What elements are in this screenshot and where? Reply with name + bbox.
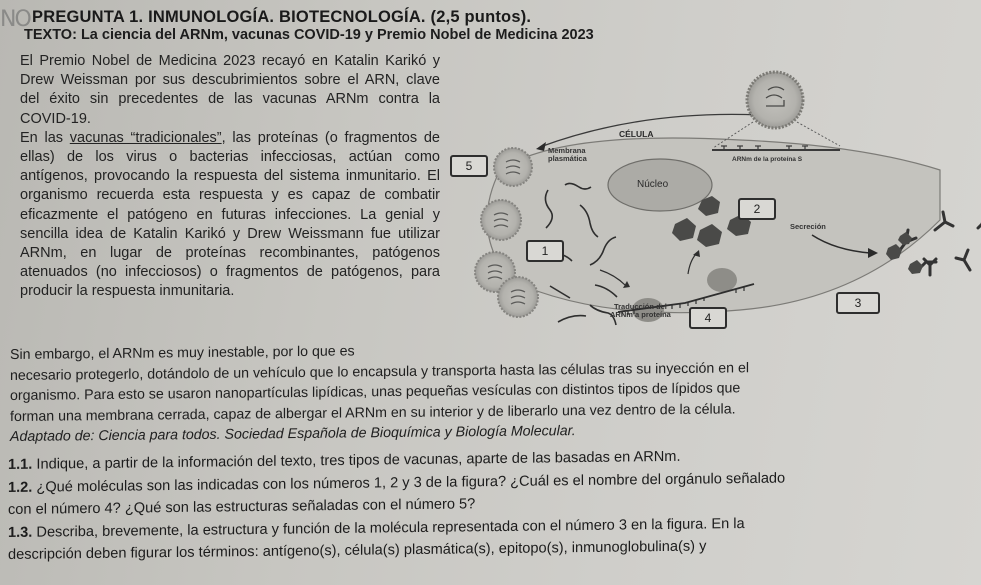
translation-label-line-1: Traducción del (613, 302, 667, 311)
membrane-label (548, 147, 587, 163)
figure-number-5: 5 (450, 155, 488, 177)
membrane-label-line-1: Membrana (548, 146, 586, 155)
passage-paragraph-2 (20, 129, 440, 302)
text-title-label: TEXTO: (24, 27, 77, 43)
subquestions (8, 442, 978, 566)
translation-label-line-2: ARNm a proteína (610, 310, 671, 319)
handwritten-margin-mark: NO (0, 7, 30, 32)
figure-drawing (440, 60, 981, 340)
underlined-traditional-vaccines: vacunas “tradicionales” (69, 129, 222, 146)
passage-line: organismo. Para esto se usaron nanopartículas lipídicas, unas pequeñas vesículas con distintos tipos de lípidos que (10, 380, 741, 404)
question-title: PREGUNTA 1. INMUNOLOGÍA. BIOTECNOLOGÍA. (2,5 puntos). (32, 8, 532, 26)
passage-full-width (10, 335, 950, 447)
figure-number-1: 1 (526, 240, 564, 262)
passage-line: forman una membrana cerrada, capaz de albergar el ARNm en su interior y de liberarlo una vez dentro de la célula. (10, 400, 736, 425)
passage-line: Sin embargo, el ARNm es muy inestable, por lo que es (10, 343, 355, 363)
text-title-value: La ciencia del ARNm, vacunas COVID-19 y Premio Nobel de Medicina 2023 (80, 27, 594, 43)
figure-number-2: 2 (738, 198, 776, 220)
subquestion-number: 1.2. (8, 479, 33, 496)
source-citation: Adaptado de: Ciencia para todos. Sociedad Española de Bioquímica y Biología Molecular. (10, 423, 576, 445)
subquestion-text: Indique, a partir de la información del texto, tres tipos de vacunas, aparte de las basadas en ARNm. (36, 448, 681, 473)
text-title (24, 27, 594, 43)
subquestion-text: Describa, brevemente, la estructura y función de la molécula representada con el número 3 en la figura. En la (36, 515, 745, 541)
cell-title: CÉLULA (619, 129, 654, 139)
passage-paragraph-2-rest: , las proteínas (o fragmentos de ellas) de los virus o bacterias infecciosas, actúan como antígenos, provocando la respuesta del sistema inmunitario. El organismo recuerda esta respuesta y es capaz de combatir eficazmente el patógeno en futuras infecciones. La genial y sencilla idea de Katalin Karikó y Drew Weissmann fue utilizar ARNm, en lugar de proteínas recombinantes, patógenos atenuados (no infecciosos) o fragmentos de patógenos, para producir la respuesta inmunitaria. (20, 129, 440, 300)
secretion-label: Secreción (790, 222, 826, 231)
passage-paragraph-2-start: En las (20, 129, 70, 146)
membrane-label-line-2: plasmática (548, 154, 587, 163)
passage-paragraph-1: El Premio Nobel de Medicina 2023 recayó en Katalin Karikó y Drew Weissman por sus descubrimientos sobre el ARN, clave del éxito sin precedentes de las vacunas ARNm contra la COVID-19. (20, 53, 440, 127)
figure-number-4: 4 (689, 307, 727, 329)
subquestion-number: 1.3. (8, 524, 33, 541)
subquestion-number: 1.1. (8, 456, 33, 473)
translation-label (610, 303, 671, 319)
subquestion-text: ¿Qué moléculas son las indicadas con los números 1, 2 y 3 de la figura? ¿Cuál es el nombre del orgánulo señalado (36, 470, 786, 496)
mrna-vaccine-figure (440, 60, 981, 340)
figure-number-3: 3 (836, 292, 880, 314)
passage-column (20, 52, 440, 302)
mrna-protein-s-label: ARNm de la proteína S (732, 156, 803, 163)
zoomed-lipid-nanoparticle (747, 72, 803, 128)
subquestion-1-3-cont: descripción deben figurar los términos: antígeno(s), célula(s) plasmática(s), epitopo(s), inmunoglobulina(s) y (8, 538, 707, 563)
nucleus-label: Núcleo (637, 179, 669, 190)
passage-line: necesario protegerlo, dotándolo de un vehículo que lo encapsula y transporta hasta las células tras su inyección en el (10, 359, 750, 384)
subquestion-1-2-cont: con el número 4? ¿Qué son las estructuras señaladas con el número 5? (8, 496, 476, 518)
